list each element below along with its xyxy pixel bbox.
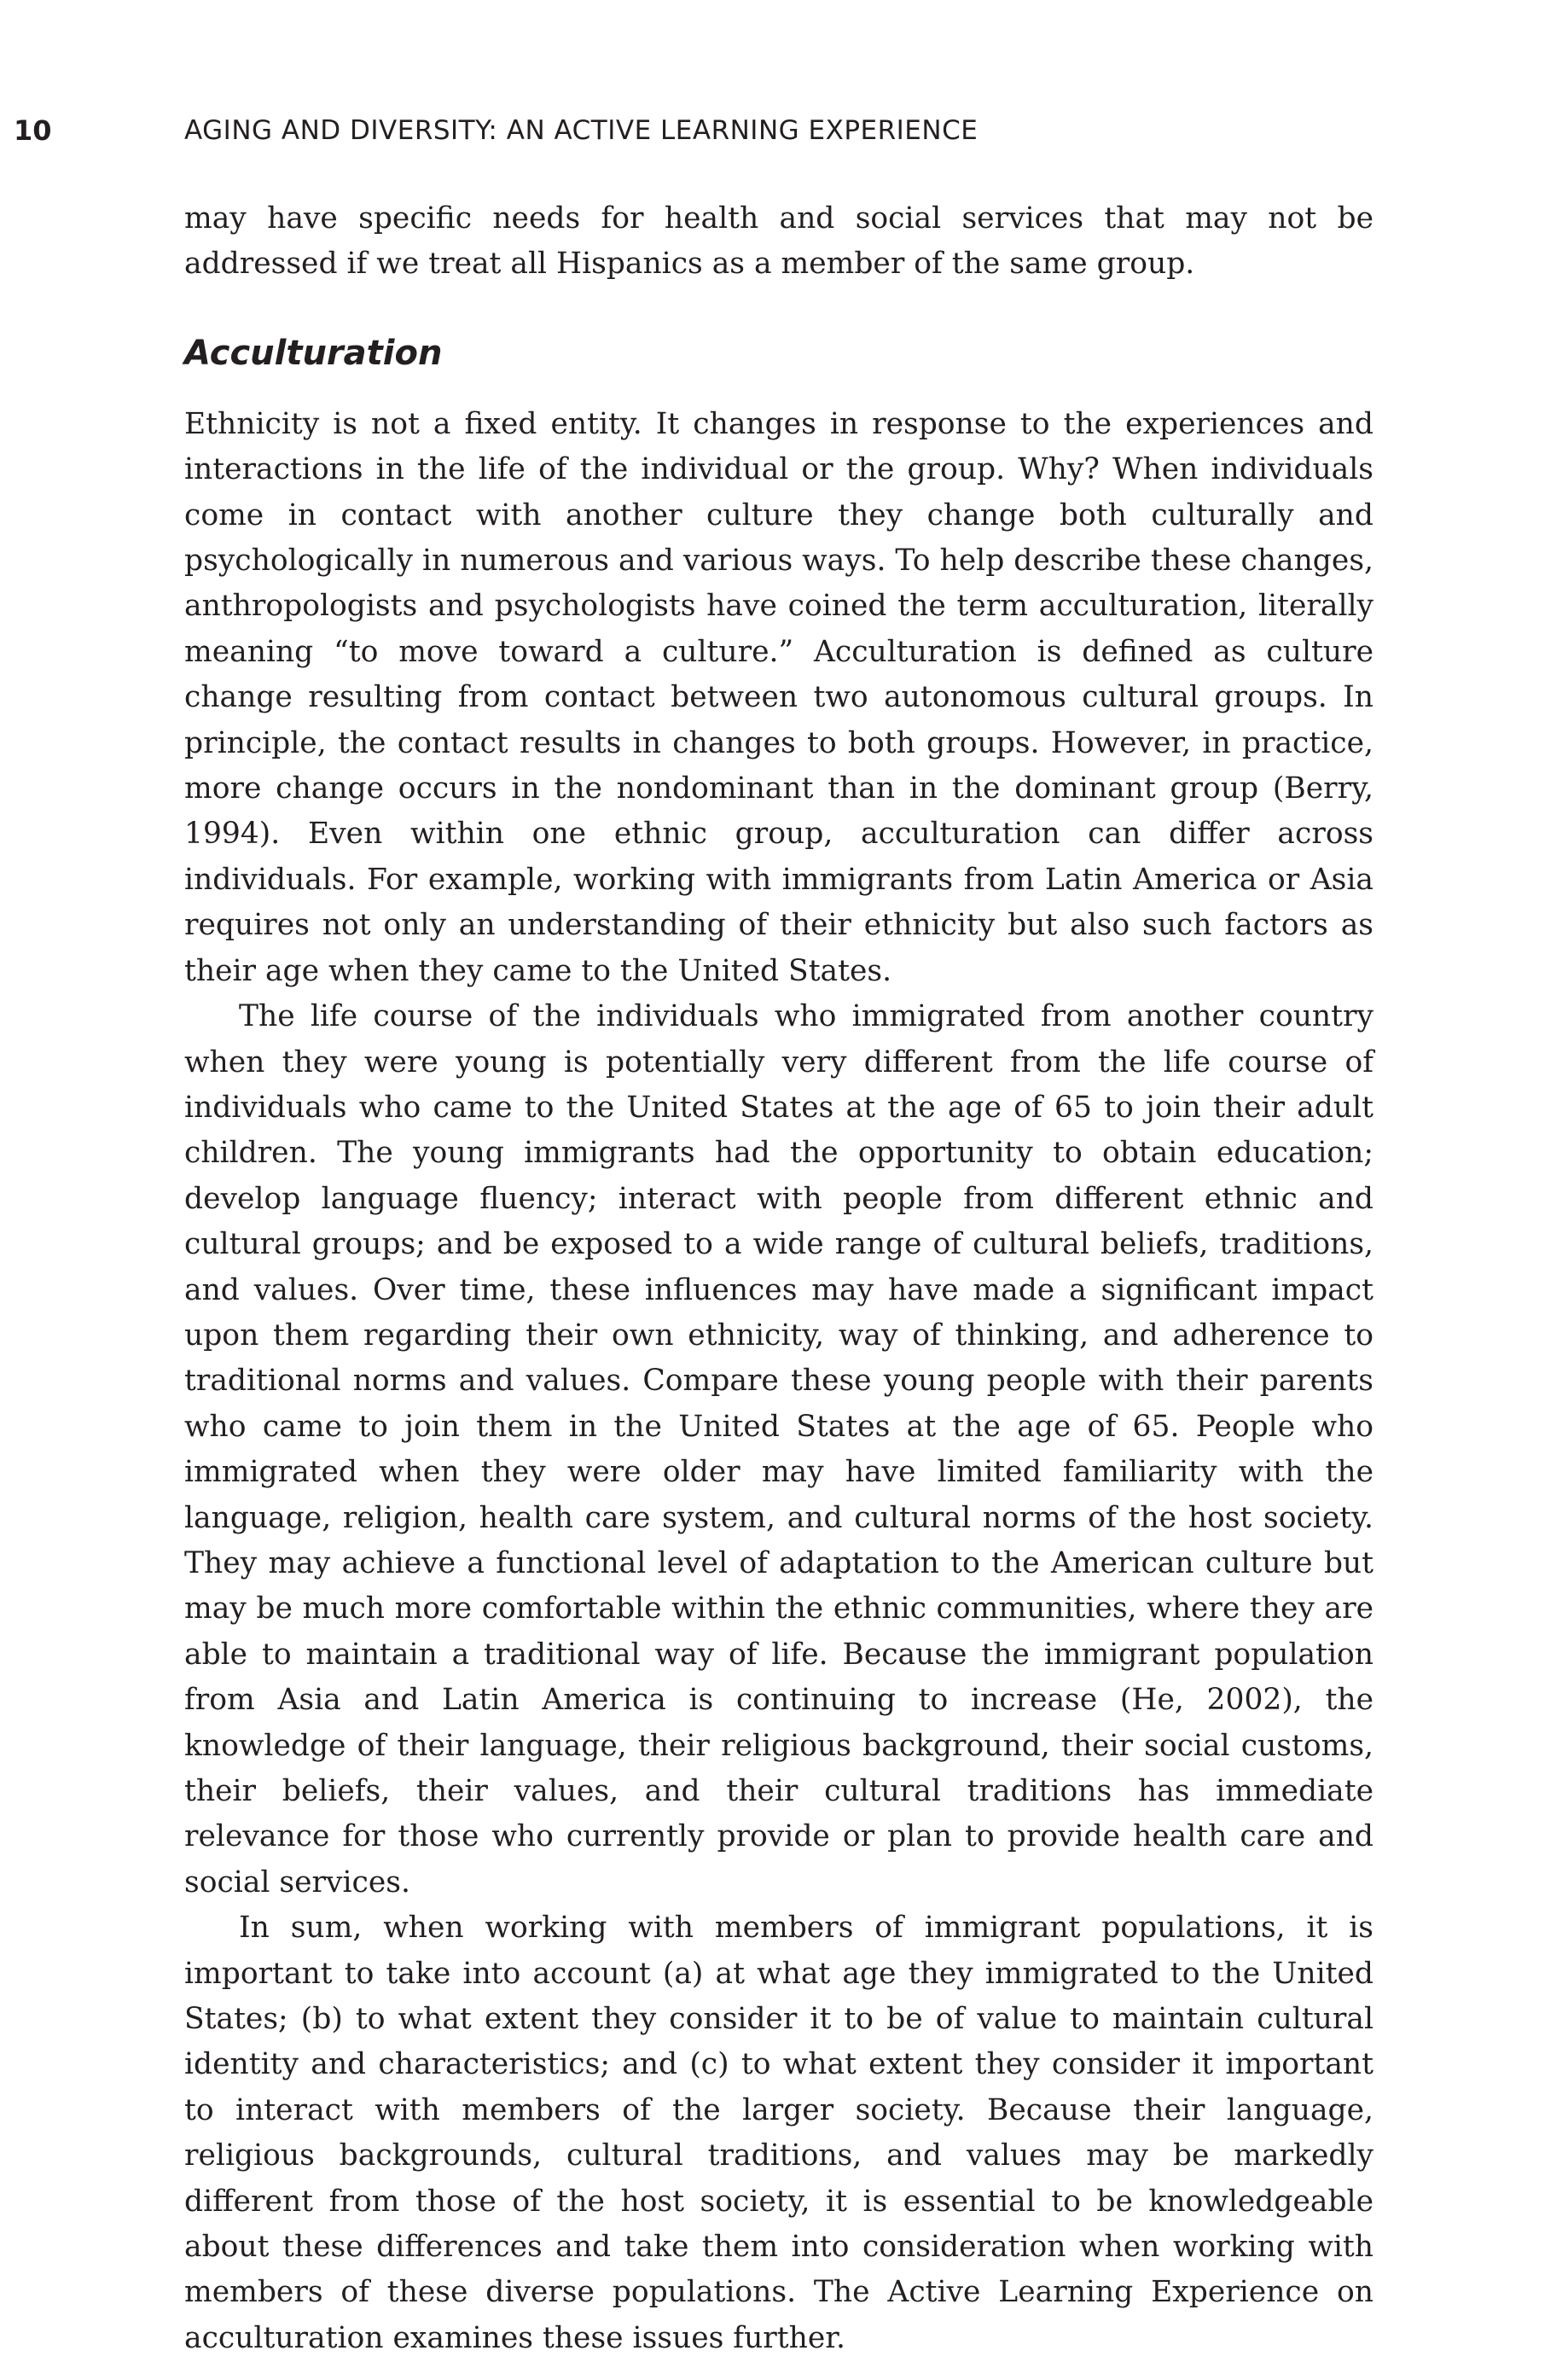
page-number: 10: [14, 114, 52, 147]
paragraph-in-sum: In sum, when working with members of immigrant populations, it is important to take into account (a) at what age they immigrated to the United States; (b) to what extent they consider it to be of value to maintain cultural identity and characteristics; and (c) to what extent they consider it important to interact with members of the larger society. Because their language, religious backgrounds, cultural traditions, and values may be markedly different from those of the host society, it is essential to be knowledgeable about these differences and take them into consideration when working with members of these diverse populations. The Active Learning Experience on acculturation examines these issues further.: [184, 1911, 1373, 2355]
body-text: [184, 196, 1373, 2361]
paragraph-life-course: The life course of the individuals who immigrated from another country when they were young is potentially very different from the life course of individuals who came to the United States at the age of 65 to join their adult children. The young immigrants had the opportunity to obtain education; develop language fluency; interact with people from different ethnic and cultural groups; and be exposed to a wide range of cultural beliefs, traditions, and values. Over time, these influences may have made a significant impact upon them regarding their own ethnicity, way of thinking, and adherence to traditional norms and values. Compare these young people with their parents who came to join them in the United States at the age of 65. People who immigrated when they were older may have limited familiarity with the language, religion, health care system, and cultural norms of the host society. They may achieve a functional level of adaptation to the American culture but may be much more comfortable within the ethnic communities, where they are able to maintain a traditional way of life. Because the immigrant population from Asia and Latin America is continuing to increase (He, 2002), the knowledge of their language, their religious background, their social customs, their beliefs, their values, and their cultural traditions has immediate relevance for those who currently provide or plan to provide health care and social services.: [184, 999, 1373, 1900]
section-heading: Acculturation: [184, 333, 443, 373]
paragraph-ethnicity: Ethnicity is not a fixed entity. It changes in response to the experiences and interactions in the life of the individual or the group. Why? When individuals come in contact with another culture they change both culturally and psychologically in numerous and various ways. To help describe these changes, anthropologists and psychologists have coined the term acculturation, literally meaning “to move toward a culture.” Acculturation is defined as culture change resulting from contact between two autonomous cultural groups. In principle, the contact results in changes to both groups. However, in practice, more change occurs in the nondominant than in the dominant group (Berry, 1994). Even within one ethnic group, acculturation can differ across individuals. For example, working with immigrants from Latin America or Asia requires not only an understanding of their ethnicity but also such factors as their age when they came to the United States.: [184, 406, 1373, 988]
running-head: [0, 109, 1568, 152]
continued-paragraph: may have specific needs for health and social services that may not be addressed if we treat all Hispanics as a member of the same group.: [184, 201, 1373, 282]
running-title: AGING AND DIVERSITY: AN ACTIVE LEARNING EXPERIENCE: [184, 115, 979, 146]
